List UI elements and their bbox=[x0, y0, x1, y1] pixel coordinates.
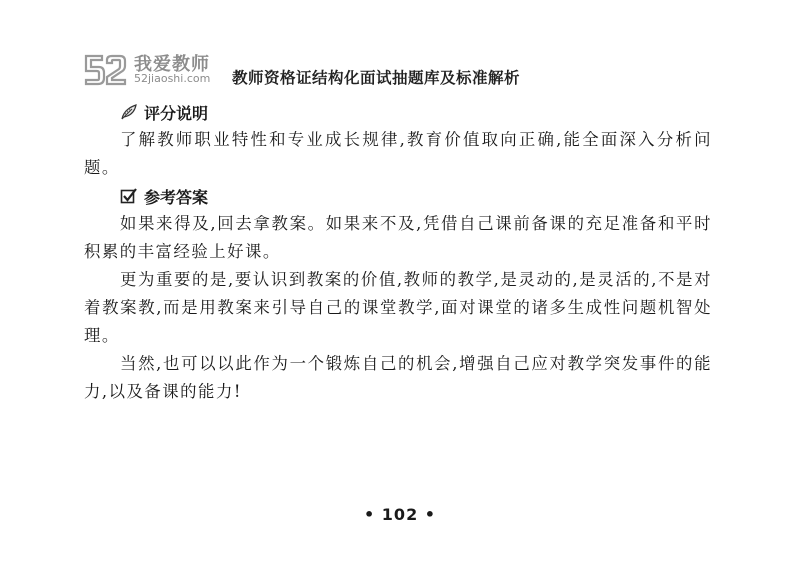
leaf-icon bbox=[120, 103, 138, 121]
logo-url: 52jiaoshi.com bbox=[134, 72, 211, 85]
scoring-section-heading bbox=[120, 98, 712, 126]
scoring-title: 评分说明 bbox=[144, 103, 209, 123]
answer-paragraph: 更为重要的是,要认识到教案的价值,教师的教学,是灵动的,是灵活的,不是对着教案教,而是用教案来引导自己的课堂教学,面对课堂的诸多生成性问题机智处理。 bbox=[84, 270, 712, 345]
page-header bbox=[82, 48, 722, 92]
site-logo bbox=[82, 48, 232, 92]
book-title: 教师资格证结构化面试抽题库及标准解析 bbox=[232, 69, 521, 87]
page-number: • 102 • bbox=[364, 505, 436, 524]
page-content bbox=[84, 98, 712, 406]
checkbox-checked-icon bbox=[120, 187, 138, 205]
answer-title: 参考答案 bbox=[144, 187, 209, 207]
answer-paragraph: 当然,也可以以此作为一个锻炼自己的机会,增强自己应对教学突发事件的能力,以及备课的能力! bbox=[84, 354, 712, 401]
answer-paragraph: 如果来得及,回去拿教案。如果来不及,凭借自己课前备课的充足准备和平时积累的丰富经验上好课。 bbox=[84, 214, 712, 261]
logo-text: 我爱教师 bbox=[134, 54, 210, 75]
logo-52-icon bbox=[82, 50, 128, 90]
scoring-paragraph: 了解教师职业特性和专业成长规律,教育价值取向正确,能全面深入分析问题。 bbox=[84, 130, 712, 177]
answer-section-heading bbox=[120, 182, 712, 210]
